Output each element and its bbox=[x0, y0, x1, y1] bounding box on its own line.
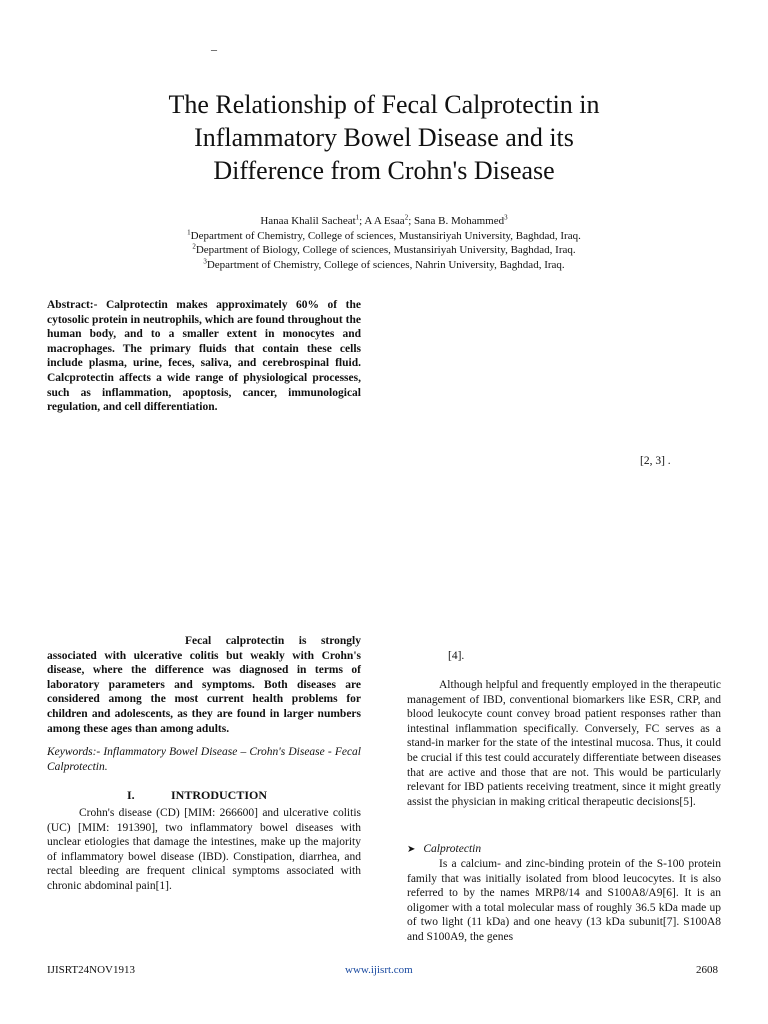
footer-link[interactable]: www.ijisrt.com bbox=[345, 964, 413, 976]
affiliation-text: Department of Chemistry, College of sciences, Mustansiriyah University, Baghdad, Iraq. bbox=[190, 229, 581, 242]
fecal-paragraph-text: Fecal calprotectin is strongly associated with ulcerative colitis but weakly with Crohn's disease, where the difference was diagnosed in terms of laboratory parameters and symptoms. Both diseases are considered among the most current health problems for children and adolescents, as they are found in larger numbers among these ages than among adults. bbox=[47, 635, 361, 735]
authors-line bbox=[84, 214, 684, 229]
paper-title bbox=[84, 88, 684, 187]
intro-paragraph: Crohn's disease (CD) [MIM: 266600] and ulcerative colitis (UC) [MIM: 191390], two inflammatory bowel diseases with unclear etiologies that damage the intestines, make up the majority of inflammatory bowel disease (IBD). Constipation, diarrhea, and rectal bleeding are frequent clinical symptoms associated with chronic abdominal pain[1]. bbox=[47, 807, 361, 892]
affiliation-sup: 2 bbox=[192, 242, 196, 251]
title-line: Difference from Crohn's Disease bbox=[213, 156, 555, 185]
affiliation bbox=[84, 229, 684, 244]
section-number: I. bbox=[127, 788, 135, 802]
subsection-heading bbox=[407, 843, 721, 855]
abstract: Abstract:- Calprotectin makes approximately 60% of the cytosolic protein in neutrophils, which are found throughout the human body, and to a smaller extent in monocytes and macrophages. The primary fluids that contain these cells include plasma, urine, feces, saliva, and cerebrospinal fluid. Calcprotectin affects a wide range of physiological processes, such as inflammation, apoptosis, cancer, immunological regulation, and cell differentiation. bbox=[47, 299, 361, 414]
author-name: Hanaa Khalil Sacheat bbox=[260, 215, 356, 227]
author-name: ; A A Esaa bbox=[359, 215, 405, 227]
title-line: The Relationship of Fecal Calprotectin in bbox=[168, 90, 600, 119]
page-number: 2608 bbox=[696, 964, 718, 976]
author-sup: 2 bbox=[404, 213, 409, 222]
affiliation-text: Department of Biology, College of sciences, Mustansiriyah University, Baghdad, Iraq. bbox=[195, 244, 576, 256]
author-name: ; Sana B. Mohammed bbox=[408, 215, 505, 227]
author-sup: 3 bbox=[504, 213, 508, 222]
citation-fragment: [4]. bbox=[448, 650, 465, 662]
calprotectin-paragraph: Is a calcium- and zinc-binding protein of the S-100 protein family that was initially isolated from blood leucocytes. It is also referred to by the names MRP8/14 and S100A8/A9[6]. It is an oligomer with a total molecular mass of roughly 36.5 kDa made up of two light (11 kDa) and one heavy (13 kDa subunit[7]. S100A8 and S100A9, the genes bbox=[407, 858, 721, 943]
affiliation bbox=[84, 258, 684, 273]
title-line: Inflammatory Bowel Disease and its bbox=[194, 123, 574, 152]
fecal-paragraph bbox=[47, 634, 361, 736]
affiliation-sup: 1 bbox=[187, 227, 191, 236]
affiliation-text: Department of Chemistry, College of sciences, Nahrin University, Baghdad, Iraq. bbox=[206, 258, 565, 271]
subsection-title: Calprotectin bbox=[423, 843, 482, 855]
biomarker-paragraph: Although helpful and frequently employed in the therapeutic management of IBD, conventional biomarkers like ESR, CRP, and blood leukocyte count convey broad patient responses rather than intestinal inflammation specifically. Conversely, FC serves as a stand-in marker for the state of the intestinal mucosa. Thus, it could be crucial if this test could accurately differentiate between diseases that are active and those that are not. This would be particularly relevant for IBD patients receiving treatment, since it might greatly assist the physician in making critical therapeutic decisions[5]. bbox=[407, 679, 721, 808]
author-sup: 1 bbox=[355, 213, 360, 222]
citation-fragment: [2, 3] . bbox=[640, 455, 671, 467]
arrow-bullet-icon: ➤ bbox=[407, 844, 416, 855]
section-title: INTRODUCTION bbox=[171, 788, 268, 802]
affiliation-sup: 3 bbox=[203, 256, 207, 265]
affiliation bbox=[84, 243, 684, 258]
author-block bbox=[84, 214, 684, 272]
keywords: Keywords:- Inflammatory Bowel Disease – Crohn's Disease - Fecal Calprotectin. bbox=[47, 746, 361, 773]
header-mark: – bbox=[211, 42, 217, 56]
footer-paper-id: IJISRT24NOV1913 bbox=[47, 964, 135, 976]
